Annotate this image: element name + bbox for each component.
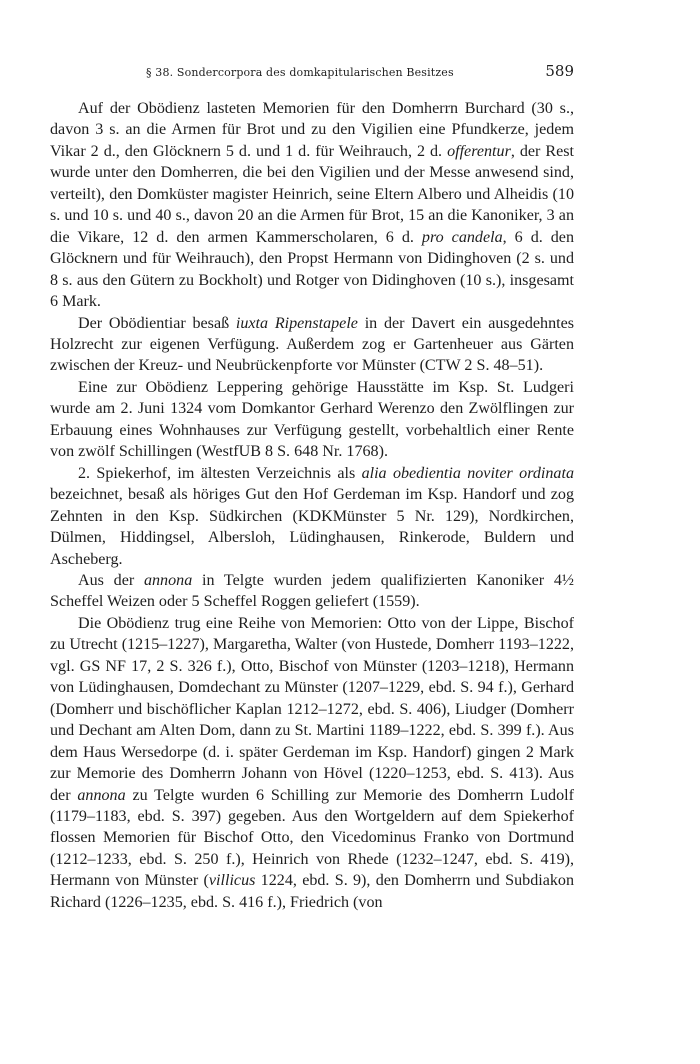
text-segment: in der Davert ein ausgedehntes Holzrecht zur eigenen Verfügung. Außerdem zog er Gartenheuer aus Gärten zwischen der Kreuz- und Neubrückenpforte vor Münster (CTW 2 S. 48–51). (50, 314, 575, 375)
text-segment: zu Telgte wurden 6 Schilling zur Memorie des Domherrn Ludolf (1179–1183, ebd. S. 397) gegeben. Aus den Wortgeldern auf dem Spiekerhof flossen Memorien für Bischof Otto, den Vicedominus Franko von Dortmund (1212–1233, ebd. S. 250 f.), Heinrich von Rhede (1232–1247, ebd. S. 419), Hermann von Münster ( (50, 786, 574, 890)
text-segment: in Telgte wurden jedem qualifizierten Kanoniker 4½ Scheffel Weizen oder 5 Scheffel Roggen geliefert (1559). (50, 571, 575, 611)
text-segment: 1224, ebd. S. 9), den Domherrn und Subdiakon Richard (1226–1235, ebd. S. 416 f.), Friedrich (von (50, 872, 574, 911)
paragraph-4 (50, 463, 574, 570)
latin-term: pro candela (421, 228, 503, 246)
running-title: § 38. Sondercorpora des domkapitularischen Besitzes (146, 66, 454, 79)
paragraph-1 (50, 98, 574, 313)
text-segment: Die Obödienz trug eine Reihe von Memorien: Otto von der Lippe, Bischof zu Utrecht (1215–1227), Margaretha, Walter (von Hustede, Domherr 1193–1222, vgl. GS NF 17, 2 S. 326 f.), Otto, Bischof von Münster (1203–1218), Hermann von Lüdinghausen, Domdechant zu Münster (1207–1229, ebd. S. 94 f.), Gerhard (Domherr und bischöflicher Kaplan 1212–1272, ebd. S. 406), Liudger (Domherr und Dechant am Alten Dom, dann zu St. Martini 1189–1222, ebd. S. 399 f.). Aus dem Haus Wersedorpe (d. i. später Gerdeman im Ksp. Handorf) gingen 2 Mark zur Memorie des Domherrn Johann von Hövel (1220–1253, ebd. S. 413). Aus der (50, 614, 574, 804)
paragraph-3 (50, 377, 574, 463)
paragraph-6 (50, 613, 574, 913)
latin-term: alia obedientia noviter ordinata (361, 464, 574, 482)
latin-term: annona (77, 786, 126, 804)
text-segment: Auf der Obödienz lasteten Memorien für den Domherrn Burchard (30 s., davon 3 s. an die Armen für Brot und zu den Vigilien eine Pfundkerze, jedem Vikar 2 d., den Glöcknern 5 d. und 1 d. für Weihrauch, 2 d. (50, 100, 574, 160)
text-segment: 2. Spiekerhof, im ältesten Verzeichnis als (78, 464, 362, 482)
text-segment: bezeichnet, besaß als höriges Gut den Hof Gerdeman im Ksp. Handorf und zog Zehnten in den Ksp. Südkirchen (KDKMünster 5 Nr. 129), Nordkirchen, Dülmen, Hiddingsel, Albersloh, Lüdinghausen, Rinkerode, Buldern und Ascheberg. (50, 486, 574, 568)
text-segment: Eine zur Obödienz Leppering gehörige Hausstätte im Ksp. St. Ludgeri wurde am 2. Juni 1324 vom Domkantor Gerhard Werenzo den Zwölflingen zur Erbauung eines Wohnhauses zur Verfügung gestellt, vorbehaltlich einer Rente von zwölf Schillingen (WestfUB 8 S. 648 Nr. 1768). (50, 378, 574, 461)
paragraph-2 (50, 313, 574, 377)
latin-term: offerentur (447, 142, 511, 160)
text-segment: , der Rest wurde unter den Domherren, die bei den Vigilien und der Messe anwesend sind, verteilt), den Domküster magister Heinrich, seine Eltern Albero und Alheidis (10 s. und 10 s. und 40 s., davon 20 an die Armen für Brot, 15 an die Kanoniker, 3 an die Vikare, 12 d. den armen Kammerscholaren, 6 d. (50, 142, 574, 246)
text-segment: , 6 d. den Glöcknern und für Weihrauch), den Propst Hermann von Didinghoven (2 s. und 8 s. aus den Gütern zu Bockholt) und Rotger von Didinghoven (10 s.), insgesamt 6 Mark. (50, 228, 574, 311)
paragraph-5 (50, 570, 574, 613)
text-segment: Der Obödientiar besaß (78, 314, 236, 332)
latin-term: iuxta Ripenstapele (235, 314, 358, 332)
text-segment: Aus der (78, 571, 144, 589)
latin-term: annona (143, 571, 193, 589)
page-number: 589 (545, 62, 574, 80)
latin-term: villicus (208, 872, 256, 890)
running-head (50, 62, 574, 86)
body-text (50, 98, 574, 913)
